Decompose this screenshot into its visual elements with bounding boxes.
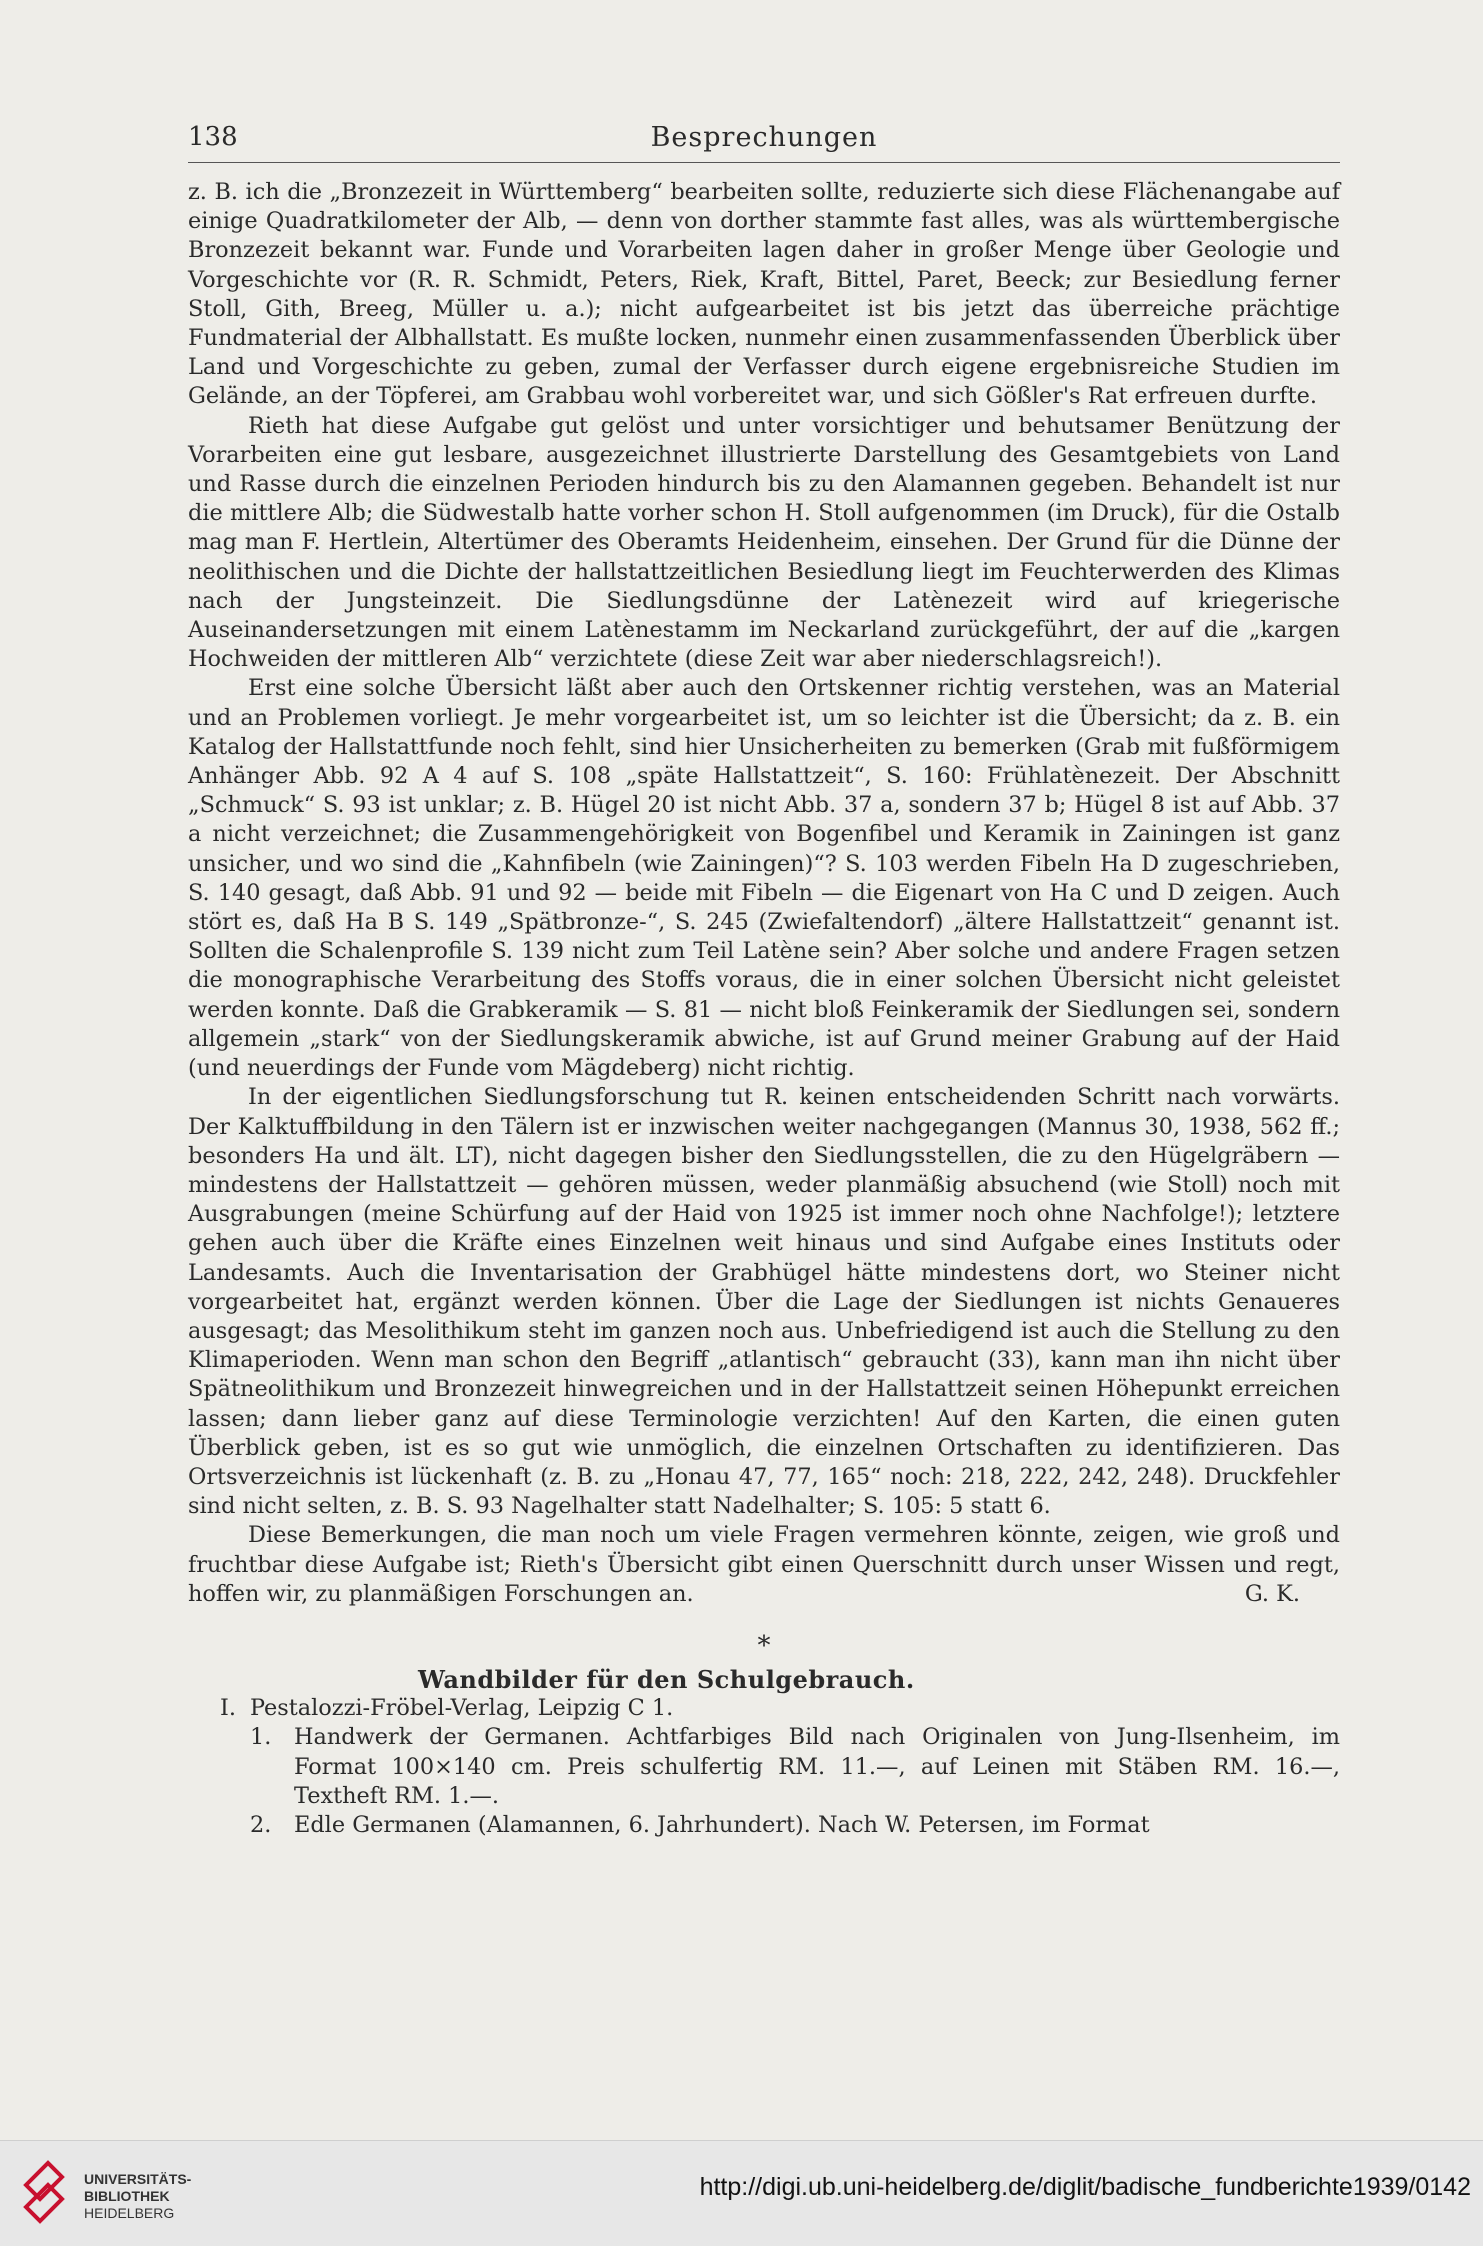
paragraph bbox=[188, 1521, 1340, 1609]
page-number: 138 bbox=[188, 122, 238, 152]
author-signature: G. K. bbox=[1244, 1580, 1300, 1607]
item-number: 1. bbox=[250, 1724, 272, 1751]
permalink-url[interactable]: http://digi.ub.uni-heidelberg.de/diglit/badische_fundberichte1939/0142 bbox=[699, 2173, 1471, 2201]
paragraph: In der eigentlichen Siedlungsforschung tut R. keinen entscheidenden Schritt nach vorwärts. Der Kalktuffbildung in den Tälern ist er inzwischen weiter nachgegangen (Mannus 30, 1938, 562 ff.; besonders Ha und ält. LT), nicht dagegen bisher den Siedlungsstellen, die zu den Hügelgräbern — mindestens der Hallstattzeit — gehören müssen, weder planmäßig absuchend (wie Stoll) noch mit Ausgrabungen (meine Schürfung auf der Haid von 1925 ist immer noch ohne Nachfolge!); letztere gehen auch über die Kräfte eines Einzelnen weit hinaus und sind Aufgabe eines Instituts oder Landesamts. Auch die Inventarisation der Grabhügel hätte mindestens dort, wo Steiner nicht vorgearbeitet hat, ergänzt werden können. Über die Lage der Siedlungen ist nichts Genaueres ausgesagt; das Mesolithikum steht im ganzen noch aus. Unbefriedigend ist auch die Stellung zu den Klimaperioden. Wenn man schon den Begriff „atlantisch“ gebraucht (33), kann man ihn nicht über Spätneolithikum und Bronzezeit hinwegreichen und in der Hallstattzeit seinen Höhepunkt erreichen lassen; dann lieber ganz auf diese Terminologie verzichten! Auf den Karten, die einen guten Überblick geben, ist es so gut wie unmöglich, die einzelnen Ortschaften zu identifizieren. Das Ortsverzeichnis ist lückenhaft (z. B. zu „Honau 47, 77, 165“ noch: 218, 222, 242, 248). Druckfehler sind nicht selten, z. B. S. 93 Nagelhalter statt Nadelhalter; S. 105: 5 statt 6. bbox=[188, 1084, 1340, 1520]
publisher-text: Pestalozzi-Fröbel-Verlag, Leipzig C 1. bbox=[250, 1695, 674, 1722]
publisher-line bbox=[188, 1694, 1340, 1723]
library-name-line: UNIVERSITÄTS- bbox=[84, 2171, 192, 2187]
paragraph: Erst eine solche Übersicht läßt aber auch den Ortskenner richtig verstehen, was an Material und an Problemen vorliegt. Je mehr vorgearbeitet ist, um so leichter ist die Übersicht; da z. B. ein Katalog der Hallstattfunde noch fehlt, sind hier Unsicherheiten zu bemerken (Grab mit fußförmigem Anhänger Abb. 92 A 4 auf S. 108 „späte Hallstattzeit“, S. 160: Frühlatènezeit. Der Abschnitt „Schmuck“ S. 93 ist unklar; z. B. Hügel 20 ist nicht Abb. 37 a, sondern 37 b; Hügel 8 ist auf Abb. 37 a nicht verzeichnet; die Zusammengehörigkeit von Bogenfibel und Keramik in Zainingen ist ganz unsicher, und wo sind die „Kahnfibeln (wie Zainingen)“? S. 103 werden Fibeln Ha D zugeschrieben, S. 140 gesagt, daß Abb. 91 und 92 — beide mit Fibeln — die Eigenart von Ha C und D zeigen. Auch stört es, daß Ha B S. 149 „Spätbronze-“, S. 245 (Zwiefaltendorf) „ältere Hallstattzeit“ genannt ist. Sollten die Schalenprofile S. 139 nicht zum Teil Latène sein? Aber solche und andere Fragen setzen die monographische Verarbeitung des Stoffs voraus, die in einer solchen Übersicht nicht geleistet werden konnte. Daß die Grabkeramik — S. 81 — nicht bloß Feinkeramik der Siedlungen sei, sondern allgemein „stark“ von der Siedlungskeramik abwiche, ist auf Grund meiner Grabung auf der Haid (und neuerdings der Funde vom Mägdeberg) nicht richtig. bbox=[188, 675, 1340, 1082]
list-item bbox=[188, 1811, 1340, 1840]
paragraph: Rieth hat diese Aufgabe gut gelöst und unter vorsichtiger und behutsamer Benützung der Vorarbeiten eine gut lesbare, ausgezeichnet illustrierte Darstellung des Gesamtgebiets von Land und Rasse durch die einzelnen Perioden hindurch bis zu den Alamannen gegeben. Behandelt ist nur die mittlere Alb; die Südwestalb hatte vorher schon H. Stoll aufgenommen (im Druck), für die Ostalb mag man F. Hertlein, Altertümer des Oberamts Heidenheim, einsehen. Der Grund für die Dünne der neolithischen und die Dichte der hallstattzeitlichen Besiedlung liegt im Feuchterwerden des Klimas nach der Jungsteinzeit. Die Siedlungsdünne der Latènezeit wird auf kriegerische Auseinandersetzungen mit einem Latènestamm im Neckarland zurückgeführt, der auf die „kargen Hochweiden der mittleren Alb“ verzichtete (diese Zeit war aber niederschlagsreich!). bbox=[188, 412, 1340, 673]
library-logo-icon bbox=[18, 2155, 68, 2229]
viewer-footer bbox=[0, 2140, 1483, 2246]
paragraph-text: Diese Bemerkungen, die man noch um viele Fragen vermehren könnte, zeigen, wie groß und fruchtbar diese Aufgabe ist; Rieth's Übersicht gibt einen Querschnitt durch unser Wissen und regt, hoffen wir, zu planmäßigen Forschungen an. bbox=[188, 1522, 1340, 1607]
item-text: Edle Germanen (Alamannen, 6. Jahrhundert). Nach W. Petersen, im Format bbox=[294, 1811, 1150, 1838]
library-name bbox=[84, 2171, 191, 2222]
item-number: 2. bbox=[250, 1811, 272, 1838]
library-name-line: HEIDELBERG bbox=[84, 2205, 175, 2221]
library-name-line: BIBLIOTHEK bbox=[84, 2188, 170, 2204]
text-body bbox=[188, 178, 1340, 1840]
roman-numeral: I. bbox=[220, 1695, 236, 1722]
running-header bbox=[188, 122, 1340, 163]
running-title: Besprechungen bbox=[650, 122, 878, 153]
section-heading: Wandbilder für den Schulgebrauch. bbox=[418, 1664, 915, 1694]
paragraph: z. B. ich die „Bronzezeit in Württemberg“ bearbeiten sollte, reduzierte sich diese Flächenangabe auf einige Quadratkilometer der Alb, — denn von dorther stammte fast alles, was als württembergische Bronzezeit bekannt war. Funde und Vorarbeiten lagen daher in großer Menge über Geologie und Vorgeschichte vor (R. R. Schmidt, Peters, Riek, Kraft, Bittel, Paret, Beeck; zur Besiedlung ferner Stoll, Gith, Breeg, Müller u. a.); nicht aufgearbeitet ist bis jetzt das überreiche prächtige Fundmaterial der Albhallstatt. Es mußte locken, nunmehr einen zusammenfassenden Überblick über Land und Vorgeschichte zu geben, zumal der Verfasser durch eigene ergebnisreiche Studien im Gelände, an der Töpferei, am Grabbau wohl vorbereitet war, und sich Gößler's Rat erfreuen durfte. bbox=[188, 179, 1340, 410]
section-separator: * bbox=[757, 1630, 771, 1661]
item-text: Handwerk der Germanen. Achtfarbiges Bild nach Originalen von Jung-Ilsenheim, im Format 100×140 cm. Preis schulfertig RM. 11.—, auf Leinen mit Stäben RM. 16.—, Textheft RM. 1.—. bbox=[294, 1724, 1340, 1809]
list-item bbox=[188, 1723, 1340, 1811]
